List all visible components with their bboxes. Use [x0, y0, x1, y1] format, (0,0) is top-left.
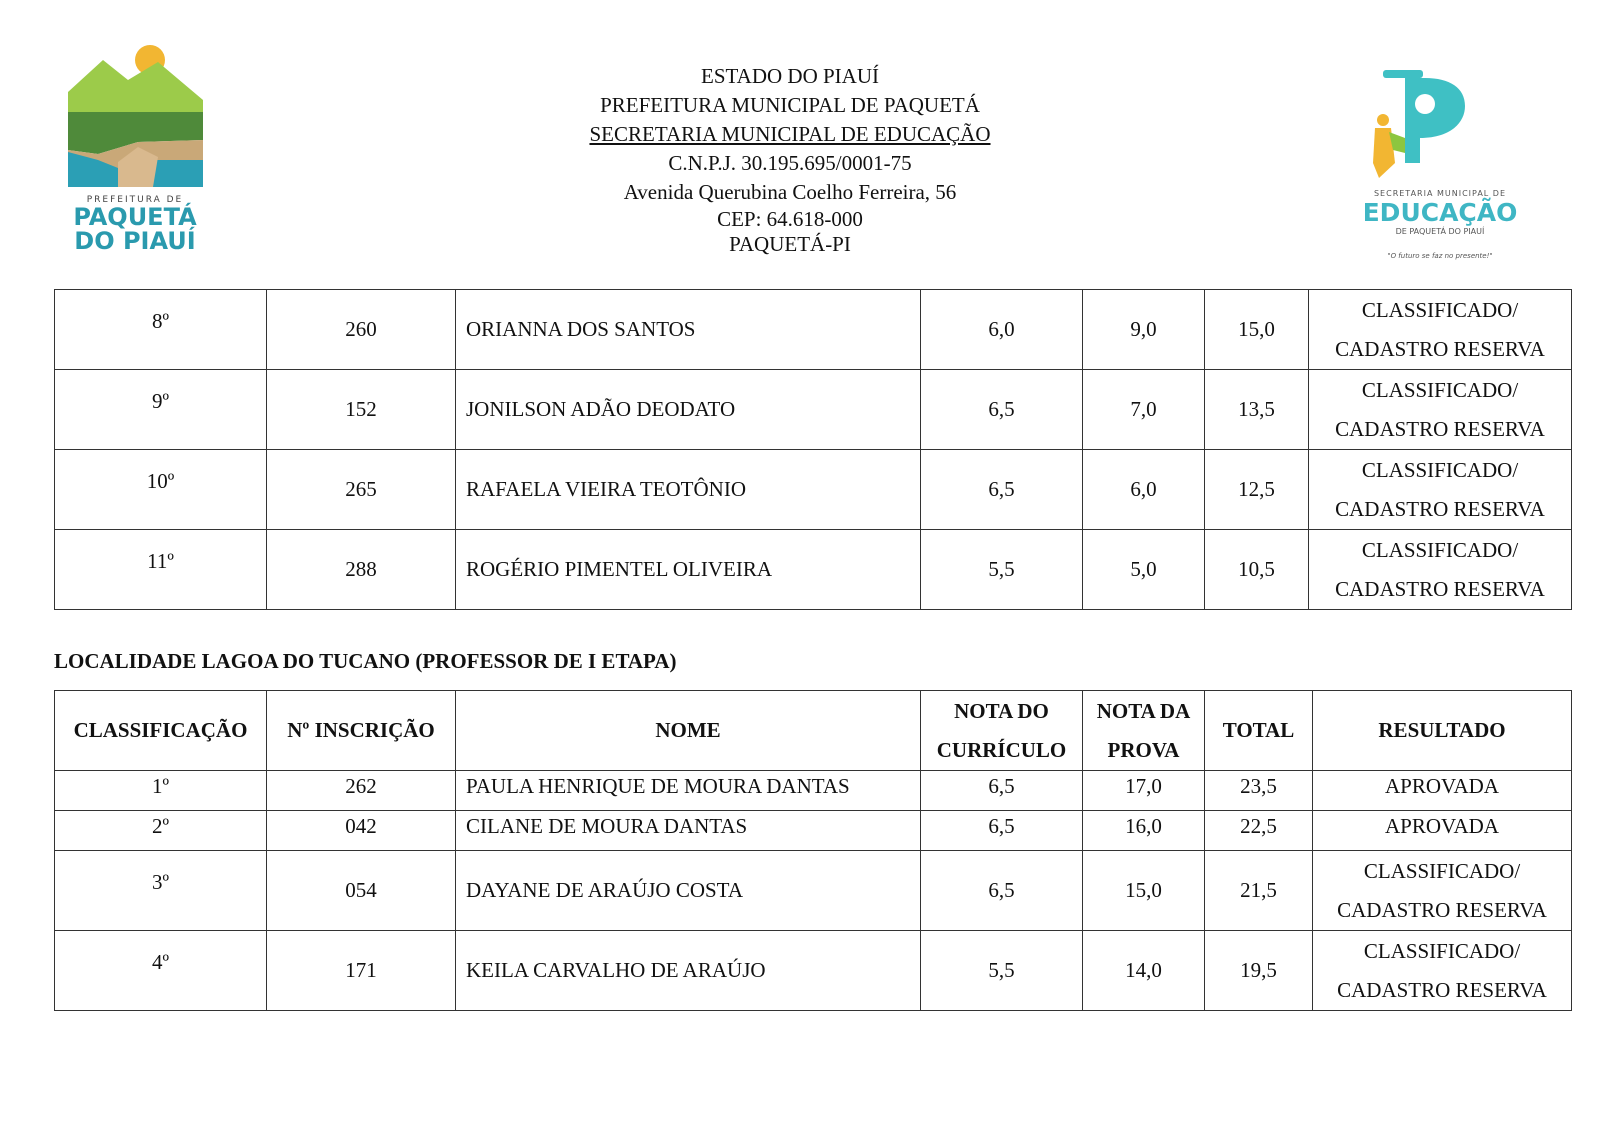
curriculum-score-cell: 6,5 — [921, 771, 1083, 811]
total-cell: 12,5 — [1205, 450, 1309, 530]
header-total: TOTAL — [1205, 691, 1313, 771]
logo-right-line3: DE PAQUETÁ DO PIAUÍ — [1395, 227, 1485, 236]
inscription-cell: 171 — [267, 931, 456, 1011]
result-cell: CLASSIFICADO/ CADASTRO RESERVA — [1313, 851, 1572, 931]
header-cnpj: C.N.P.J. 30.195.695/0001-75 — [668, 151, 912, 175]
curriculum-score-cell: 5,5 — [921, 530, 1083, 610]
exam-score-cell: 16,0 — [1083, 811, 1205, 851]
exam-score-cell: 17,0 — [1083, 771, 1205, 811]
result-cell: CLASSIFICADO/ CADASTRO RESERVA — [1309, 450, 1572, 530]
exam-score-cell: 14,0 — [1083, 931, 1205, 1011]
classification-cell: 9º — [55, 370, 267, 450]
result-cell: APROVADA — [1313, 811, 1572, 851]
total-cell: 22,5 — [1205, 811, 1313, 851]
name-cell: DAYANE DE ARAÚJO COSTA — [456, 851, 921, 931]
exam-score-cell: 9,0 — [1083, 290, 1205, 370]
classification-cell: 4º — [55, 931, 267, 1011]
table-row — [55, 931, 1572, 1011]
header-curriculum-score: NOTA DO CURRÍCULO — [921, 691, 1083, 771]
name-cell: CILANE DE MOURA DANTAS — [456, 811, 921, 851]
classification-cell: 10º — [55, 450, 267, 530]
table-row — [55, 771, 1572, 811]
results-table-lagoa-do-tucano — [54, 690, 1572, 1011]
logo-left-line2: PAQUETÁ — [73, 203, 197, 231]
table-row — [55, 851, 1572, 931]
inscription-cell: 288 — [267, 530, 456, 610]
header-result: RESULTADO — [1313, 691, 1572, 771]
document-header — [450, 62, 1130, 257]
header-secretaria: SECRETARIA MUNICIPAL DE EDUCAÇÃO — [589, 122, 991, 146]
logo-left-line1: PREFEITURA DE — [86, 195, 184, 205]
exam-score-cell: 6,0 — [1083, 450, 1205, 530]
classification-cell: 3º — [55, 851, 267, 931]
inscription-cell: 054 — [267, 851, 456, 931]
logo-left-line3: DO PIAUÍ — [74, 227, 196, 255]
secretaria-educacao-logo — [1365, 68, 1525, 268]
total-cell: 21,5 — [1205, 851, 1313, 931]
curriculum-score-cell: 6,5 — [921, 450, 1083, 530]
prefeitura-logo — [58, 42, 213, 267]
classification-cell: 8º — [55, 290, 267, 370]
name-cell: ROGÉRIO PIMENTEL OLIVEIRA — [456, 530, 921, 610]
logo-right-line2: EDUCAÇÃO — [1365, 198, 1518, 227]
result-cell: CLASSIFICADO/ CADASTRO RESERVA — [1313, 931, 1572, 1011]
header-address: Avenida Querubina Coelho Ferreira, 56 — [623, 180, 957, 204]
logo-right-line1: SECRETARIA MUNICIPAL DE — [1373, 189, 1507, 198]
inscription-cell: 265 — [267, 450, 456, 530]
result-cell: CLASSIFICADO/ CADASTRO RESERVA — [1309, 370, 1572, 450]
header-inscription: Nº INSCRIÇÃO — [267, 691, 456, 771]
name-cell: RAFAELA VIEIRA TEOTÔNIO — [456, 450, 921, 530]
table-row — [55, 530, 1572, 610]
inscription-cell: 262 — [267, 771, 456, 811]
table-header-row — [55, 691, 1572, 771]
header-state: ESTADO DO PIAUÍ — [701, 64, 879, 88]
result-cell: APROVADA — [1313, 771, 1572, 811]
classification-cell: 1º — [55, 771, 267, 811]
inscription-cell: 042 — [267, 811, 456, 851]
total-cell: 19,5 — [1205, 931, 1313, 1011]
exam-score-cell: 15,0 — [1083, 851, 1205, 931]
section-title: LOCALIDADE LAGOA DO TUCANO (PROFESSOR DE I ETAPA) — [54, 649, 677, 673]
name-cell: KEILA CARVALHO DE ARAÚJO — [456, 931, 921, 1011]
logo-right-line4: "O futuro se faz no presente!" — [1387, 252, 1493, 260]
curriculum-score-cell: 6,5 — [921, 851, 1083, 931]
name-cell: JONILSON ADÃO DEODATO — [456, 370, 921, 450]
curriculum-score-cell: 6,5 — [921, 370, 1083, 450]
result-cell: CLASSIFICADO/ CADASTRO RESERVA — [1309, 530, 1572, 610]
exam-score-cell: 5,0 — [1083, 530, 1205, 610]
header-prefeitura: PREFEITURA MUNICIPAL DE PAQUETÁ — [600, 93, 980, 117]
total-cell: 15,0 — [1205, 290, 1309, 370]
exam-score-cell: 7,0 — [1083, 370, 1205, 450]
table-row — [55, 290, 1572, 370]
table-row — [55, 450, 1572, 530]
name-cell: PAULA HENRIQUE DE MOURA DANTAS — [456, 771, 921, 811]
header-cep: CEP: 64.618-000 — [717, 207, 863, 231]
total-cell: 23,5 — [1205, 771, 1313, 811]
inscription-cell: 152 — [267, 370, 456, 450]
curriculum-score-cell: 5,5 — [921, 931, 1083, 1011]
inscription-cell: 260 — [267, 290, 456, 370]
table-row — [55, 811, 1572, 851]
result-cell: CLASSIFICADO/ CADASTRO RESERVA — [1309, 290, 1572, 370]
name-cell: ORIANNA DOS SANTOS — [456, 290, 921, 370]
classification-cell: 11º — [55, 530, 267, 610]
curriculum-score-cell: 6,5 — [921, 811, 1083, 851]
header-classification: CLASSIFICAÇÃO — [55, 691, 267, 771]
total-cell: 10,5 — [1205, 530, 1309, 610]
header-city: PAQUETÁ-PI — [729, 232, 851, 256]
curriculum-score-cell: 6,0 — [921, 290, 1083, 370]
total-cell: 13,5 — [1205, 370, 1309, 450]
classification-cell: 2º — [55, 811, 267, 851]
header-name: NOME — [456, 691, 921, 771]
table-row — [55, 370, 1572, 450]
header-exam-score: NOTA DA PROVA — [1083, 691, 1205, 771]
results-table-continued — [54, 289, 1572, 610]
